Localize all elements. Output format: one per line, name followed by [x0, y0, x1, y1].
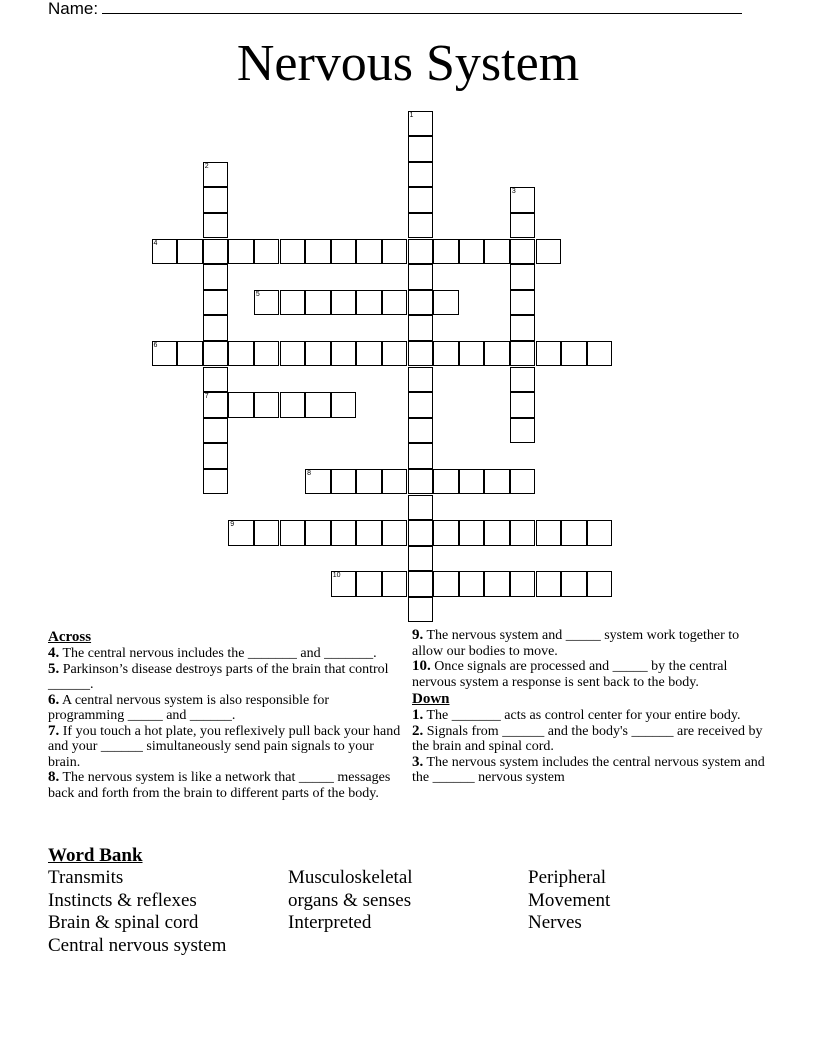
crossword-cell[interactable]	[305, 520, 331, 546]
crossword-cell[interactable]	[254, 239, 280, 265]
down-heading: Down	[412, 691, 450, 707]
crossword-cell[interactable]	[408, 443, 434, 469]
crossword-cell[interactable]	[459, 520, 485, 546]
crossword-cell[interactable]	[228, 341, 254, 367]
crossword-cell[interactable]	[408, 341, 434, 367]
clue-across-7: 7. If you touch a hot plate, you reflexively pull back your hand and your ______ simultaneously send pain signals to your brain.	[48, 722, 401, 770]
crossword-cell[interactable]	[510, 367, 536, 393]
crossword-cell[interactable]	[408, 367, 434, 393]
crossword-cell[interactable]	[228, 392, 254, 418]
clue-number-label: 4	[153, 239, 158, 247]
crossword-cell[interactable]	[587, 341, 613, 367]
crossword-cell[interactable]	[408, 469, 434, 495]
crossword-cell[interactable]	[356, 341, 382, 367]
clue-number-label: 1	[409, 111, 414, 119]
crossword-cell[interactable]	[382, 239, 408, 265]
crossword-cell[interactable]	[331, 392, 357, 418]
clue-across-6: 6. A central nervous system is also responsible for programming _____ and ______.	[48, 691, 330, 723]
crossword-cell[interactable]	[536, 571, 562, 597]
clues-left-column	[48, 628, 404, 801]
crossword-cell[interactable]	[356, 290, 382, 316]
crossword-cell[interactable]	[177, 239, 203, 265]
crossword-cell[interactable]	[203, 213, 229, 239]
crossword-cell[interactable]	[433, 239, 459, 265]
crossword-cell[interactable]	[510, 187, 536, 213]
crossword-cell[interactable]	[356, 469, 382, 495]
clue-across-5: 5. Parkinson’s disease destroys parts of the brain that control ______.	[48, 660, 389, 692]
word-bank-item: Musculoskeletal	[288, 867, 413, 888]
crossword-cell[interactable]	[561, 520, 587, 546]
word-bank-title: Word Bank	[48, 845, 143, 866]
crossword-cell[interactable]	[408, 571, 434, 597]
crossword-cell[interactable]	[408, 392, 434, 418]
word-bank-item: Brain & spinal cord	[48, 912, 199, 933]
crossword-cell[interactable]	[408, 546, 434, 572]
crossword-cell[interactable]	[408, 213, 434, 239]
crossword-cell[interactable]	[356, 239, 382, 265]
crossword-cell[interactable]	[433, 341, 459, 367]
crossword-cell[interactable]	[331, 571, 357, 597]
crossword-cell[interactable]	[459, 341, 485, 367]
crossword-cell[interactable]	[382, 571, 408, 597]
crossword-cell[interactable]	[331, 520, 357, 546]
crossword-cell[interactable]	[280, 290, 306, 316]
crossword-cell[interactable]	[203, 315, 229, 341]
crossword-cell[interactable]	[510, 392, 536, 418]
clue-number-label: 3	[511, 188, 516, 196]
name-label: Name:	[48, 0, 99, 18]
word-bank-item: organs & senses	[288, 890, 412, 911]
crossword-cell[interactable]	[510, 213, 536, 239]
crossword-cell[interactable]	[203, 290, 229, 316]
crossword-cell[interactable]	[510, 418, 536, 444]
crossword-cell[interactable]	[382, 290, 408, 316]
crossword-cell[interactable]	[433, 571, 459, 597]
crossword-cell[interactable]	[408, 187, 434, 213]
word-bank-item: Transmits	[48, 867, 124, 888]
word-bank-item: Central nervous system	[48, 935, 227, 956]
crossword-cell[interactable]	[382, 520, 408, 546]
crossword-cell[interactable]	[561, 341, 587, 367]
crossword-cell[interactable]	[382, 469, 408, 495]
crossword-cell[interactable]	[510, 520, 536, 546]
crossword-cell[interactable]	[587, 571, 613, 597]
crossword-cell[interactable]	[152, 341, 178, 367]
crossword-cell[interactable]	[203, 239, 229, 265]
crossword-cell[interactable]	[459, 239, 485, 265]
clue-across-10: 10. Once signals are processed and _____ by the central nervous system a response is sent back to the body.	[412, 658, 728, 690]
crossword-cell[interactable]	[408, 495, 434, 521]
crossword-cell[interactable]	[536, 520, 562, 546]
crossword-cell[interactable]	[331, 341, 357, 367]
clue-down-1: 1. The _______ acts as control center for your entire body.	[412, 707, 741, 723]
crossword-cell[interactable]	[254, 520, 280, 546]
clue-across-9: 9. The nervous system and _____ system work together to allow our bodies to move.	[412, 627, 740, 659]
clue-across-4: 4. The central nervous includes the _______ and _______.	[48, 645, 377, 661]
crossword-cell[interactable]	[382, 341, 408, 367]
crossword-cell[interactable]	[408, 597, 434, 623]
crossword-cell[interactable]	[203, 162, 229, 188]
crossword-cell[interactable]	[484, 341, 510, 367]
crossword-cell[interactable]	[536, 239, 562, 265]
crossword-cell[interactable]	[280, 520, 306, 546]
across-heading: Across	[48, 629, 92, 645]
crossword-cell[interactable]	[152, 239, 178, 265]
crossword-cell[interactable]	[228, 520, 254, 546]
clue-number-label: 8	[307, 469, 311, 477]
crossword-cell[interactable]	[177, 341, 203, 367]
clue-down-3: 3. The nervous system includes the central nervous system and the ______ nervous system	[412, 753, 765, 785]
crossword-cell[interactable]	[305, 239, 331, 265]
crossword-cell[interactable]	[408, 162, 434, 188]
crossword-cell[interactable]	[331, 239, 357, 265]
crossword-cell[interactable]	[408, 418, 434, 444]
crossword-cell[interactable]	[408, 264, 434, 290]
crossword-cell[interactable]	[510, 341, 536, 367]
crossword-cell[interactable]	[510, 571, 536, 597]
crossword-cell[interactable]	[587, 520, 613, 546]
clue-down-2: 2. Signals from ______ and the body's ______ are received by the brain and spinal cord.	[412, 722, 763, 754]
crossword-cell[interactable]	[356, 571, 382, 597]
crossword-cell[interactable]	[408, 111, 434, 137]
crossword-cell[interactable]	[561, 571, 587, 597]
crossword-cell[interactable]	[305, 469, 331, 495]
crossword-cell[interactable]	[203, 469, 229, 495]
crossword-cell[interactable]	[254, 290, 280, 316]
crossword-cell[interactable]	[203, 443, 229, 469]
crossword-cell[interactable]	[459, 571, 485, 597]
word-bank-item: Instincts & reflexes	[48, 890, 197, 911]
crossword-cell[interactable]	[203, 341, 229, 367]
crossword-cell[interactable]	[280, 239, 306, 265]
page-title: Nervous System	[236, 35, 580, 92]
clue-number-label: 9	[230, 521, 235, 529]
crossword-cell[interactable]	[331, 469, 357, 495]
crossword-cell[interactable]	[510, 290, 536, 316]
crossword-cell[interactable]	[203, 264, 229, 290]
crossword-cell[interactable]	[510, 469, 536, 495]
clue-number-label: 10	[332, 572, 341, 580]
crossword-cell[interactable]	[305, 392, 331, 418]
word-bank-item: Movement	[528, 890, 611, 911]
word-bank-item: Peripheral	[528, 867, 607, 888]
word-bank-item: Interpreted	[288, 912, 372, 933]
crossword-cell[interactable]	[203, 367, 229, 393]
crossword-cell[interactable]	[254, 341, 280, 367]
crossword-cell[interactable]	[203, 187, 229, 213]
crossword-cell[interactable]	[331, 290, 357, 316]
crossword-cell[interactable]	[433, 520, 459, 546]
crossword-cell[interactable]	[408, 136, 434, 162]
crossword-cell[interactable]	[280, 392, 306, 418]
crossword-cell[interactable]	[228, 239, 254, 265]
crossword-cell[interactable]	[280, 341, 306, 367]
crossword-cell[interactable]	[510, 239, 536, 265]
clues-right-column	[412, 628, 768, 786]
clue-number-label: 6	[153, 341, 158, 349]
crossword-cell[interactable]	[484, 469, 510, 495]
crossword-cell[interactable]	[510, 264, 536, 290]
crossword-cell[interactable]	[203, 418, 229, 444]
crossword-cell[interactable]	[254, 392, 280, 418]
crossword-cell[interactable]	[484, 571, 510, 597]
crossword-cell[interactable]	[433, 469, 459, 495]
crossword-cell[interactable]	[459, 469, 485, 495]
crossword-cell[interactable]	[356, 520, 382, 546]
crossword-cell[interactable]	[536, 341, 562, 367]
crossword-cell[interactable]	[408, 315, 434, 341]
clue-across-8: 8. The nervous system is like a network that _____ messages back and forth from the brain to different parts of the body.	[48, 769, 391, 801]
crossword-cell[interactable]	[203, 392, 229, 418]
crossword-cell[interactable]	[408, 239, 434, 265]
crossword-cell[interactable]	[408, 290, 434, 316]
crossword-cell[interactable]	[305, 290, 331, 316]
clue-number-label: 7	[204, 393, 209, 401]
clue-number-label: 5	[255, 290, 260, 298]
crossword-cell[interactable]	[484, 520, 510, 546]
crossword-cell[interactable]	[484, 239, 510, 265]
crossword-cell[interactable]	[510, 315, 536, 341]
word-bank-item: Nerves	[528, 912, 582, 933]
crossword-cell[interactable]	[433, 290, 459, 316]
crossword-cell[interactable]	[408, 520, 434, 546]
clue-number-label: 2	[204, 162, 209, 170]
crossword-cell[interactable]	[305, 341, 331, 367]
